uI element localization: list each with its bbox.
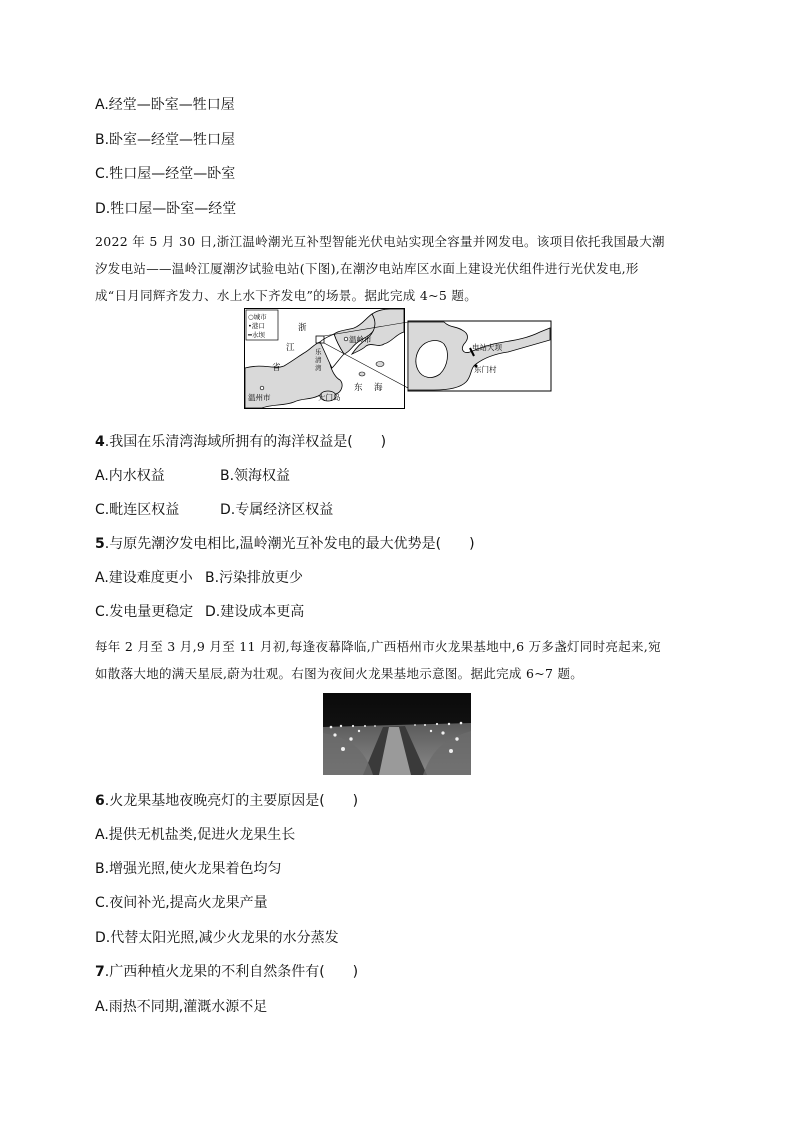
question-number: 6: [95, 793, 105, 809]
label-sheng: 省: [272, 363, 281, 373]
question-number: 4: [95, 434, 105, 450]
prev-option-d: D.牲口屋—卧室—经堂: [95, 201, 237, 217]
label-hai: 海: [374, 383, 383, 393]
passage-line: 2022 年 5 月 30 日,浙江温岭潮光互补型智能光伏电站实现全容量并网发电。该项目依托我国最大潮: [95, 234, 665, 249]
wenzhou-city-marker: [260, 386, 264, 390]
map-svg: [244, 308, 552, 410]
label-wenling: 温岭市: [349, 335, 372, 344]
q5-option-a: A.建设难度更小: [95, 570, 193, 586]
q4-option-a: A.内水权益: [95, 468, 165, 484]
q4-option-d: D.专属经济区权益: [220, 502, 334, 518]
passage-line: 汐发电站——温岭江厦潮汐试验电站(下图),在潮汐电站库区水面上建设光伏组件进行光伏发电,形: [95, 261, 639, 276]
legend-dam: ━水坝: [248, 331, 265, 339]
passage-4-5: [95, 228, 715, 309]
legend-port: •港口: [248, 322, 265, 330]
question-number: 7: [95, 964, 105, 980]
prev-option-c: C.牲口屋—经堂—卧室: [95, 166, 236, 182]
prev-option-a: A.经堂—卧室—牲口屋: [95, 97, 235, 113]
q4-option-b: B.领海权益: [220, 468, 291, 484]
label-zhe: 浙: [298, 323, 307, 333]
wenling-tidal-station-map: [244, 308, 552, 410]
label-dam: 电站大坝: [472, 343, 502, 352]
label-wenzhou: 温州市: [248, 393, 271, 402]
photo-svg: [323, 693, 471, 775]
question-6: [95, 792, 358, 810]
q7-option-a: A.雨热不同期,灌溉水源不足: [95, 999, 268, 1015]
passage-line: 如散落大地的满天星辰,蔚为壮观。右图为夜间火龙果基地示意图。据此完成 6~7 题。: [95, 666, 584, 681]
dragon-fruit-night-photo: [323, 693, 471, 775]
question-stem: .火龙果基地夜晚亮灯的主要原因是( ): [104, 793, 359, 809]
label-damen: 大门岛: [318, 393, 341, 402]
label-qing: 清: [315, 356, 322, 364]
legend-city: ○城市: [248, 313, 267, 321]
label-le: 乐: [315, 348, 322, 356]
q5-option-b: B.污染排放更少: [205, 570, 304, 586]
question-stem: .与原先潮汐发电相比,温岭潮光互补发电的最大优势是( ): [104, 536, 475, 552]
question-5: [95, 535, 475, 553]
passage-line: 成“日月同辉齐发力、水上水下齐发电”的场景。据此完成 4~5 题。: [95, 288, 478, 303]
passage-6-7: [95, 633, 715, 687]
q5-option-c: C.发电量更稳定: [95, 604, 194, 620]
passage-line: 每年 2 月至 3 月,9 月至 11 月初,每逢夜幕降临,广西梧州市火龙果基地中,6 万多盏灯同时亮起来,宛: [95, 639, 661, 654]
wenling-city-marker: [344, 337, 348, 341]
q6-option-a: A.提供无机盐类,促进火龙果生长: [95, 827, 296, 843]
label-dong: 东: [354, 383, 363, 393]
q4-option-c: C.毗连区权益: [95, 502, 180, 518]
prev-option-b: B.卧室—经堂—牲口屋: [95, 132, 236, 148]
question-number: 5: [95, 536, 105, 552]
label-dongmen: 东门村: [474, 365, 497, 374]
q6-option-c: C.夜间补光,提高火龙果产量: [95, 895, 268, 911]
question-stem: .广西种植火龙果的不利自然条件有( ): [104, 964, 359, 980]
q6-option-d: D.代替太阳光照,减少火龙果的水分蒸发: [95, 930, 339, 946]
question-4: [95, 433, 386, 451]
label-wan: 湾: [315, 364, 322, 372]
q6-option-b: B.增强光照,使火龙果着色均匀: [95, 861, 282, 877]
label-jiang: 江: [286, 343, 295, 353]
question-stem: .我国在乐清湾海域所拥有的海洋权益是( ): [104, 434, 387, 450]
question-7: [95, 963, 358, 981]
q5-option-d: D.建设成本更高: [205, 604, 305, 620]
